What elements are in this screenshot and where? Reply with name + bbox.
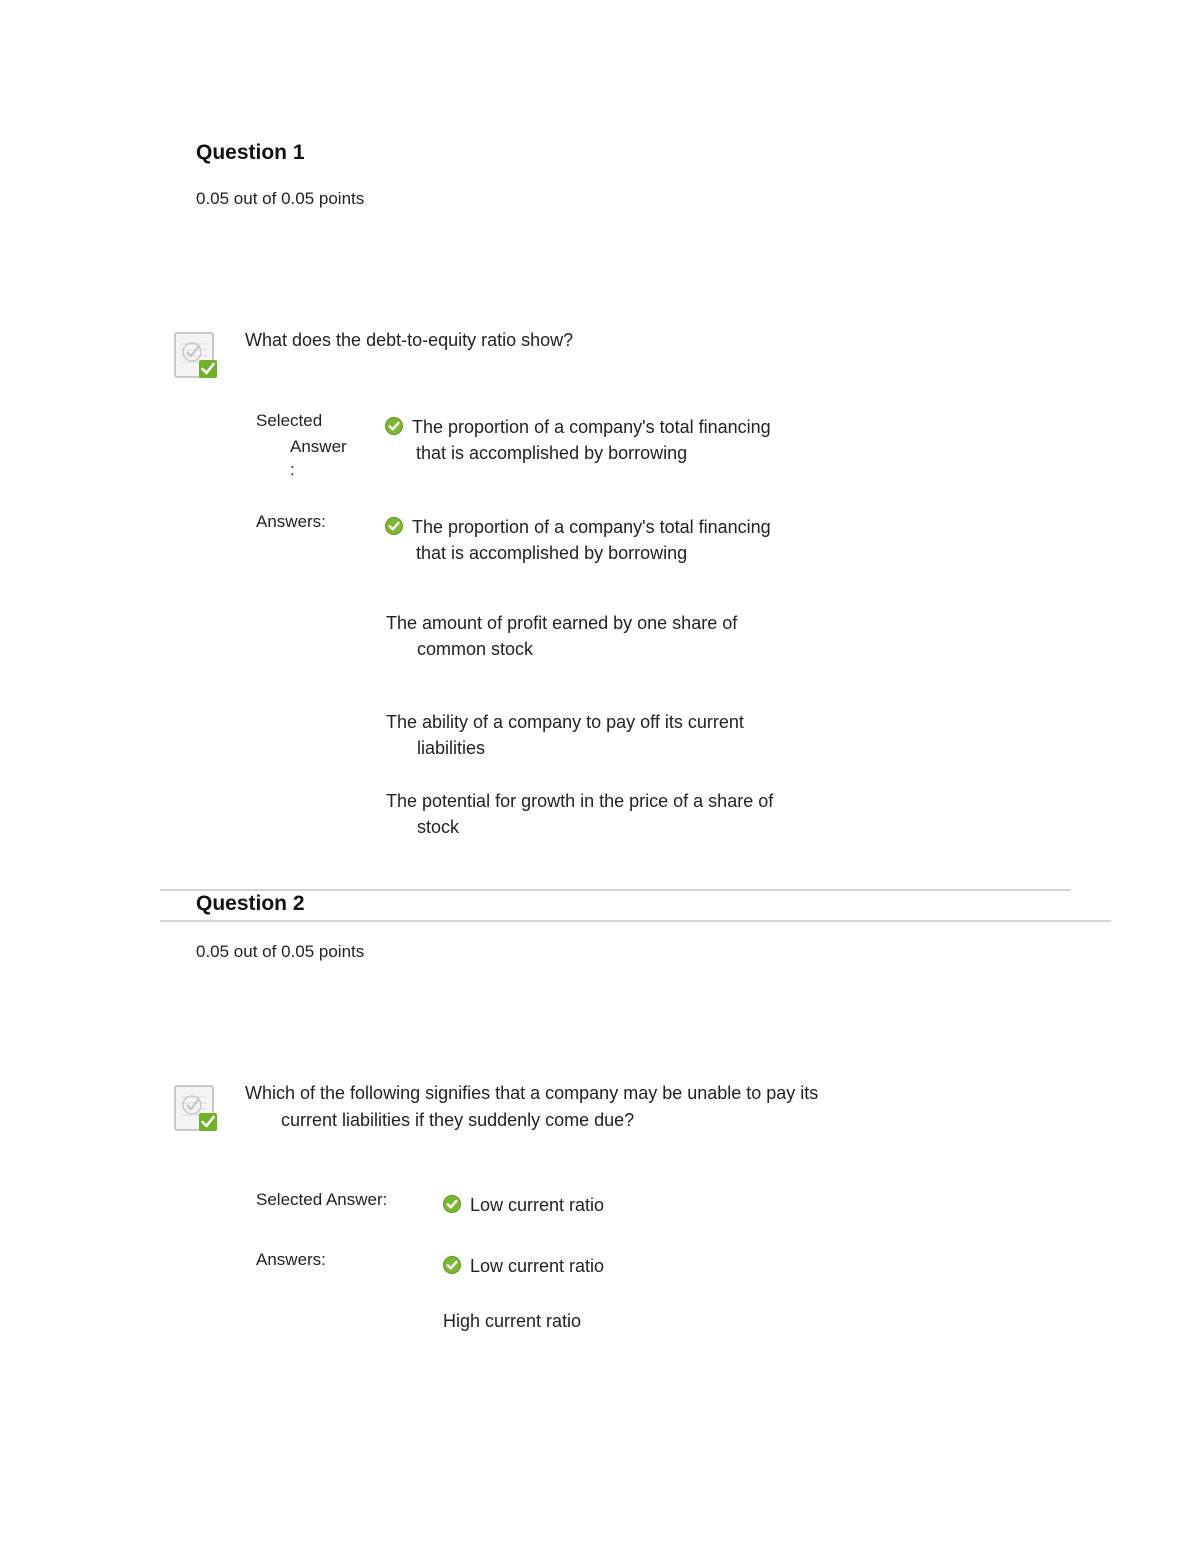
question-2-points: 0.05 out of 0.05 points [196,942,365,961]
check-circle-icon [443,1256,461,1274]
question-1-text [245,327,945,354]
question-2-answers-label: Answers: [256,1250,326,1269]
question-2-answer-option [443,1253,604,1279]
answer-line: that is accomplished by borrowing [416,443,688,463]
answer-line: stock [417,817,460,837]
question-2-text-line: Which of the following signifies that a company may be unable to pay its [245,1083,819,1103]
question-2-selected-answer [443,1192,604,1218]
answer-line [385,514,845,540]
answer-text: The proportion of a company's total financing [412,417,771,437]
answer-text: High current ratio [443,1311,582,1331]
question-1-points: 0.05 out of 0.05 points [196,189,365,208]
answer-line: common stock [417,639,534,659]
answer-line: The ability of a company to pay off its current [386,712,744,732]
question-1-answer-option [386,610,846,662]
answer-line: that is accomplished by borrowing [416,543,688,563]
question-1-selected-answer [385,414,845,466]
selected-label-line: Selected [256,411,323,430]
question-1-text-line: What does the debt-to-equity ratio show? [245,330,574,350]
question-1-selected-label [256,408,376,480]
divider [160,889,1071,891]
question-2-answer-option [443,1308,581,1334]
question-1-answer-option [386,788,856,840]
question-1-answer-option [386,709,846,761]
check-circle-icon [385,417,403,435]
divider [160,920,1111,922]
question-2-selected-label: Selected Answer: [256,1190,388,1209]
question-1-answers-label: Answers: [256,512,326,531]
question-1-answer-option [385,514,845,566]
answer-line [385,414,845,440]
selected-label-line: : [290,460,295,479]
selected-label-line: Answer [290,437,347,456]
answer-text: The proportion of a company's total financing [412,517,771,537]
graded-correct-icon [172,330,220,382]
answer-line: The potential for growth in the price of a share of [386,791,774,811]
question-2-text-line: current liabilities if they suddenly come due? [281,1110,635,1130]
answer-text: Low current ratio [470,1195,605,1215]
answer-line: The amount of profit earned by one share of [386,613,738,633]
check-circle-icon [443,1195,461,1213]
answer-text: Low current ratio [470,1256,605,1276]
graded-correct-icon [172,1083,220,1135]
question-2-title: Question 2 [196,892,305,915]
question-2-text [245,1080,1045,1134]
answer-line: liabilities [417,738,486,758]
check-circle-icon [385,517,403,535]
question-1-title: Question 1 [196,141,305,164]
